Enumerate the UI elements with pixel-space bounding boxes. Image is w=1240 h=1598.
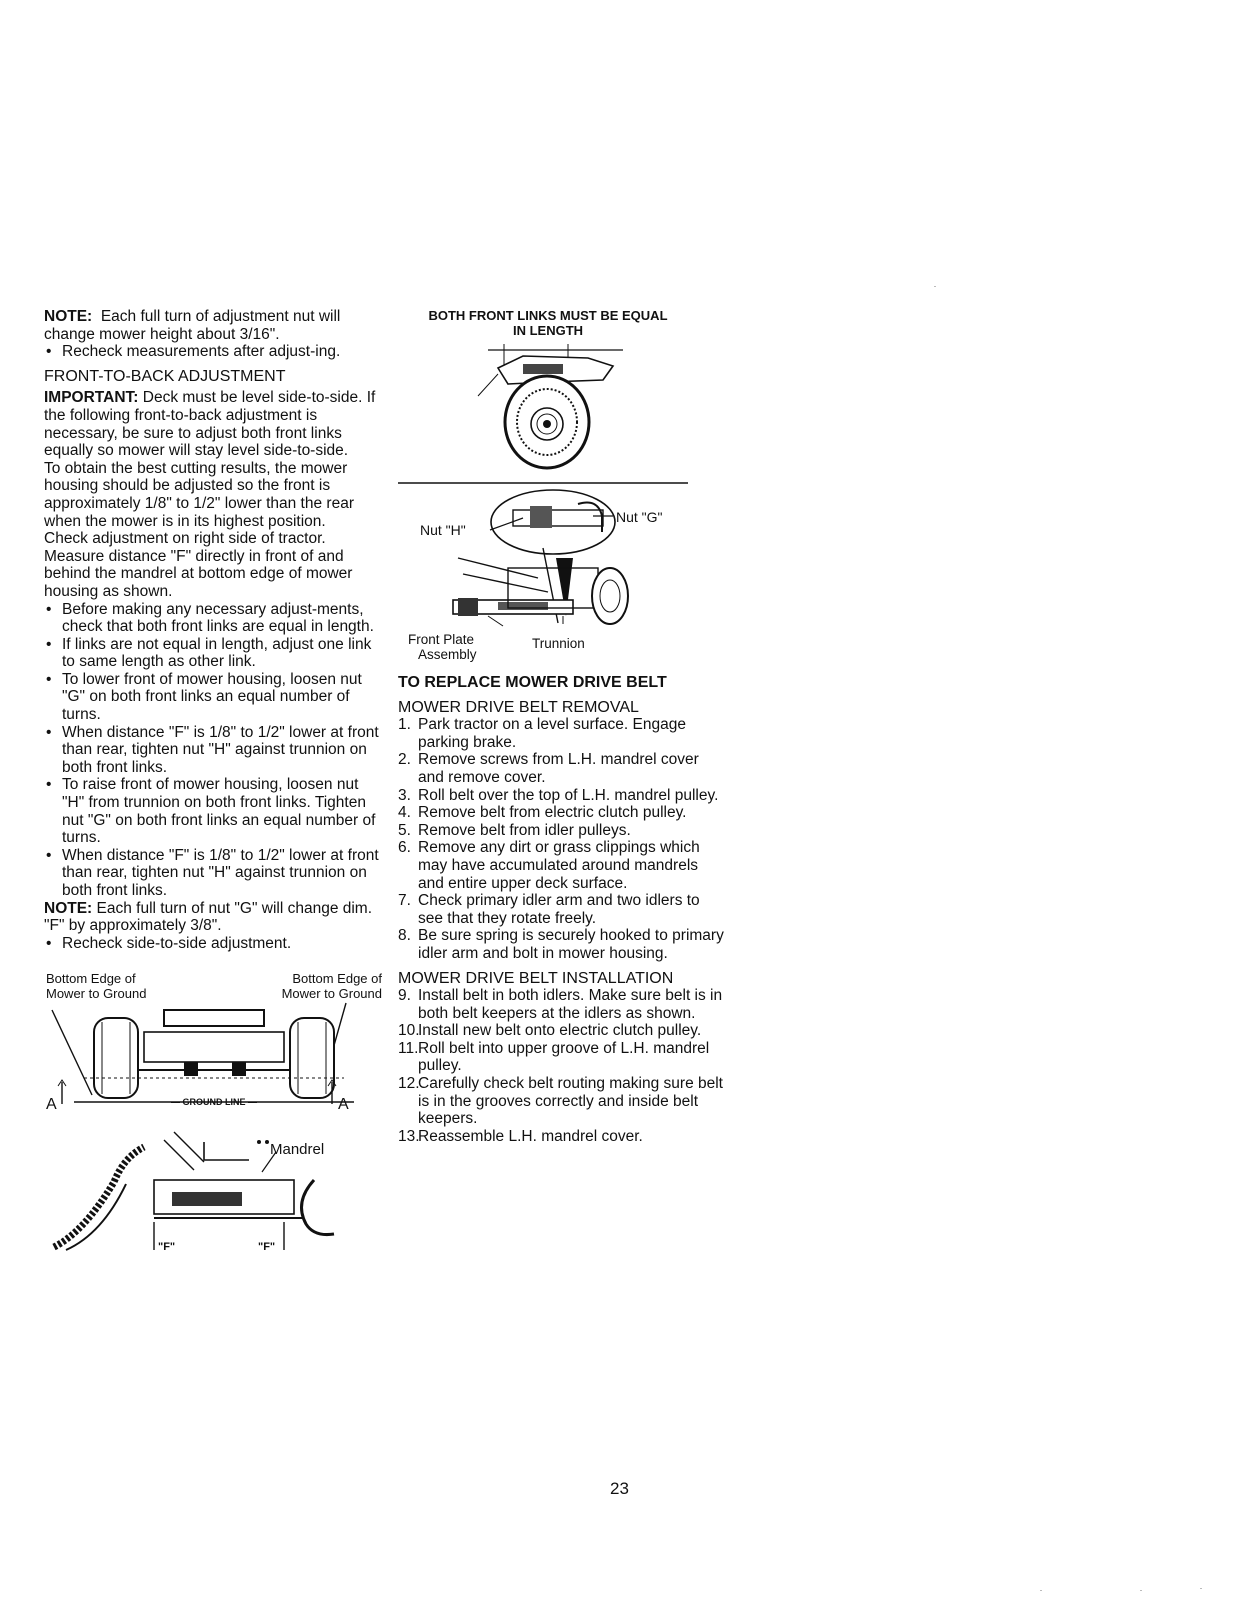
mandrel-measurement-diagram [44, 1122, 384, 1257]
left-label-line1: Bottom Edge of [46, 971, 136, 987]
list-item: • If links are not equal in length, adjust one link to same length as other link. [44, 636, 384, 671]
note-dim-f [44, 900, 384, 935]
list-item: • To raise front of mower housing, loosen nut "H" from trunnion on both front links. Tighten nut "G" on both front links an equal number of turns. [44, 776, 384, 846]
front-plate-line-2: Assembly [418, 647, 477, 662]
recheck-list [44, 343, 384, 361]
left-leader-line [52, 1010, 92, 1095]
note-text: Each full turn of adjustment nut will change mower height about 3/16". [44, 308, 341, 343]
right-label-line1: Bottom Edge of [292, 971, 382, 987]
nut-trunnion-diagram [398, 488, 698, 636]
nut-h-label: Nut "H" [420, 522, 466, 538]
adjustment-steps [44, 601, 384, 900]
list-item: 11. Roll belt into upper groove of L.H. mandrel pulley. [398, 1039, 710, 1075]
list-item: 5. Remove belt from idler pulleys. [398, 821, 631, 839]
right-column [398, 308, 728, 1145]
removal-heading: MOWER DRIVE BELT REMOVAL [398, 698, 639, 716]
list-item: 1. Park tractor on a level surface. Engage parking brake. [398, 716, 686, 751]
front-plate-line-1: Front Plate [408, 632, 475, 647]
list-item: 4. Remove belt from electric clutch pulley. [398, 804, 687, 822]
front-wheel-illustration [478, 344, 623, 468]
dim-f-rear: "F" [258, 1241, 276, 1254]
front-links-caption [398, 308, 698, 338]
important-label: IMPORTANT: [44, 389, 139, 407]
scan-speck [1040, 1590, 1042, 1591]
important-text: Deck must be level side-to-side. If the following front-to-back adjustment is necessary, be sure to adjust both front links equally so mower will stay level side-to-side. [44, 389, 376, 460]
removal-steps [398, 716, 728, 962]
list-item: • When distance "F" is 1/8" to 1/2" lower at front than rear, tighten nut "H" against trunnion on both front links. [44, 724, 384, 777]
nut-figure-labels [398, 632, 728, 670]
left-column [44, 308, 384, 1257]
scan-speck [934, 286, 936, 287]
caption-line-2: IN LENGTH [512, 323, 584, 338]
list-item: 2. Remove screws from L.H. mandrel cover and remove cover. [398, 751, 699, 786]
list-item: 8. Be sure spring is securely hooked to primary idler arm and bolt in mower housing. [398, 927, 724, 962]
dim-f-front: "F" [158, 1241, 176, 1254]
note-label: NOTE: [44, 308, 93, 325]
ground-level-diagram [44, 970, 384, 1120]
front-link-detail [453, 490, 628, 626]
note-label: NOTE: [44, 899, 93, 917]
list-item: 6. Remove any dirt or grass clippings which may have accumulated around mandrels and entire upper deck surface. [398, 839, 700, 892]
page-number: 23 [610, 1479, 629, 1498]
important-note [44, 389, 384, 459]
list-item: 10. Install new belt onto electric clutch pulley. [398, 1022, 702, 1040]
list-item: 12. Carefully check belt routing making sure belt is in the grooves correctly and inside belt keepers. [398, 1075, 723, 1128]
replace-belt-heading: TO REPLACE MOWER DRIVE BELT [398, 674, 667, 691]
list-item: • When distance "F" is 1/8" to 1/2" lower at front than rear, tighten nut "H" against trunnion on both front links. [44, 847, 384, 900]
final-check-list [44, 935, 384, 953]
front-links-diagram [398, 338, 698, 488]
nut-g-label: Nut "G" [616, 509, 663, 525]
note-height [44, 308, 384, 343]
mandrel-label: Mandrel [270, 1141, 325, 1159]
list-item: • Before making any necessary adjust-ments, check that both front links are equal in length. [44, 601, 384, 636]
paragraph-obtain: To obtain the best cutting results, the mower housing should be adjusted so the front is approximately 1/8" to 1/2" lower than the rear when the mower is in its highest position. [44, 459, 354, 530]
installation-heading: MOWER DRIVE BELT INSTALLATION [398, 969, 674, 987]
left-label-line2: Mower to Ground [46, 986, 147, 1002]
trunnion-label: Trunnion [532, 636, 585, 651]
list-item: • Recheck side-to-side adjustment. [44, 935, 384, 953]
installation-steps [398, 987, 728, 1145]
scan-speck [1200, 1588, 1202, 1589]
dim-a-right: A [338, 1096, 349, 1114]
right-label-line2: Mower to Ground [281, 986, 382, 1002]
list-item: 3. Roll belt over the top of L.H. mandrel pulley. [398, 786, 719, 804]
list-item: • To lower front of mower housing, loosen nut "G" on both front links an equal number of turns. [44, 671, 384, 724]
list-item: 9. Install belt in both idlers. Make sure belt is in both belt keepers at the idlers as shown. [398, 987, 723, 1022]
list-item: 7. Check primary idler arm and two idlers to see that they rotate freely. [398, 892, 700, 927]
tractor-front-view [84, 1010, 344, 1098]
paragraph-check: Check adjustment on right side of tractor. Measure distance "F" directly in front of and behind the mandrel at bottom edge of mower housing as shown. [44, 530, 353, 600]
front-plate-label [408, 632, 477, 662]
ground-line-label: — GROUND LINE — [170, 1097, 258, 1108]
caption-line-1: BOTH FRONT LINKS MUST BE EQUAL [428, 308, 668, 323]
list-item: 13. Reassemble L.H. mandrel cover. [398, 1127, 643, 1145]
front-to-back-heading: FRONT-TO-BACK ADJUSTMENT [44, 367, 286, 385]
scan-speck [1140, 1590, 1142, 1591]
note-text: Each full turn of nut "G" will change dim. "F" by approximately 3/8". [44, 899, 373, 935]
dim-a-left: A [46, 1096, 57, 1114]
list-item: • Recheck measurements after adjust-ing. [44, 343, 384, 361]
